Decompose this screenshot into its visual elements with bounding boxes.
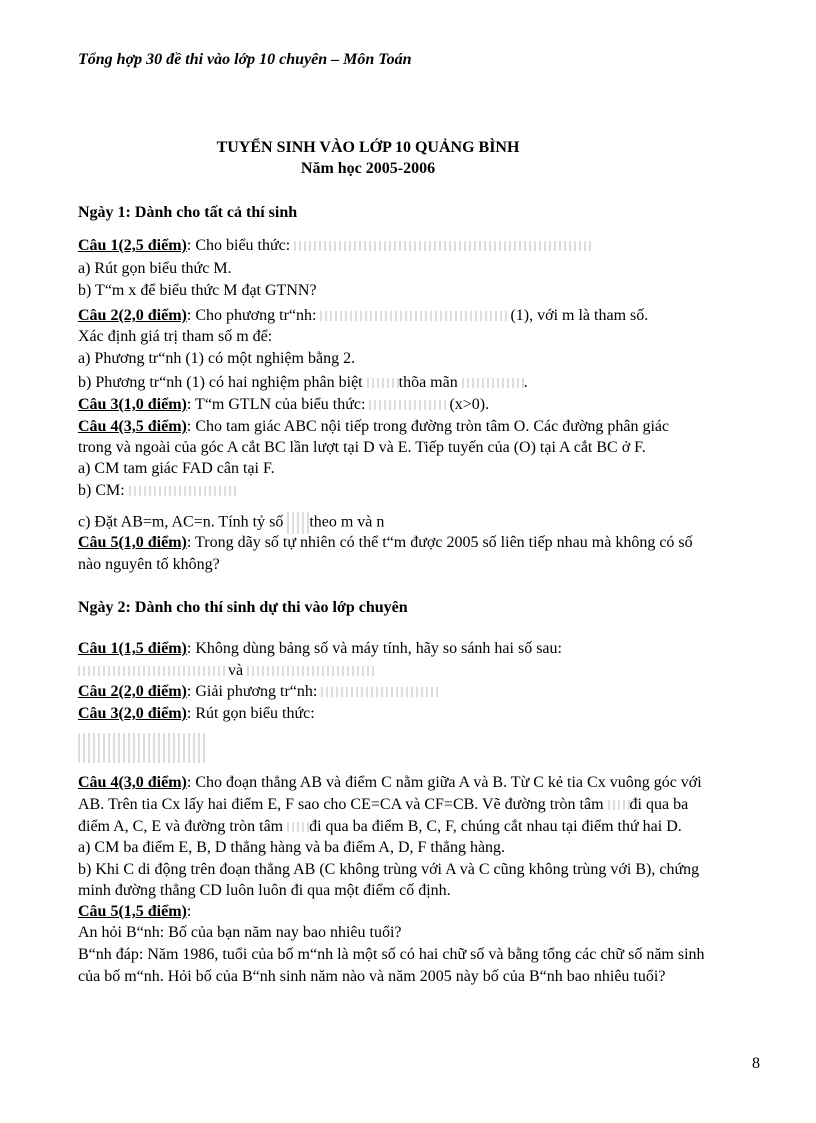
q2-intro: Xác định giá trị tham số m để: (78, 328, 273, 345)
d2q3-line (78, 704, 315, 724)
formula-image (287, 822, 309, 832)
formula-image (78, 666, 228, 676)
d2q2-line (78, 682, 441, 702)
q1-text: : Cho biểu thức: (186, 237, 291, 254)
q4-label: Câu 4(3,5 điểm) (78, 418, 187, 435)
d2q3-formula (78, 733, 208, 763)
q1-line (78, 236, 594, 256)
d2q3-label: Câu 3(2,0 điểm) (78, 705, 187, 722)
q5-text: : Trong dãy số tự nhiên có thể t“m được 2005 số liên tiếp nhau mà không có số (186, 534, 693, 551)
formula-image (247, 666, 377, 676)
formula-image (321, 687, 441, 697)
formula-image (462, 378, 524, 388)
d2q4-l2b: đi qua ba (629, 796, 689, 813)
formula-image (78, 733, 208, 763)
d2q4-l3b: đi qua ba điểm B, C, F, chúng cắt nhau tại điểm thứ hai D. (309, 818, 682, 835)
formula-image (367, 378, 399, 388)
formula-image (287, 512, 309, 534)
page-header: Tổng hợp 30 đề thi vào lớp 10 chuyên – Môn Toán (78, 51, 412, 68)
d2q5-text: : (186, 903, 192, 920)
day2-heading: Ngày 2: Dành cho thí sinh dự thi vào lớp chuyên (78, 599, 408, 616)
formula-image (129, 486, 239, 496)
d2q5-line (78, 902, 191, 922)
q2b-part3: . (523, 374, 528, 391)
q4c (78, 512, 384, 534)
page-number: 8 (752, 1055, 760, 1072)
d2q1-text: : Không dùng bảng số và máy tính, hãy so sánh hai số sau: (186, 640, 562, 657)
q2-after: (1), với m là tham số. (510, 307, 649, 324)
d2q1-label: Câu 1(1,5 điểm) (78, 640, 187, 657)
formula-image (369, 400, 449, 410)
d2q4-label: Câu 4(3,0 điểm) (78, 774, 187, 791)
d2q3-text: : Rút gọn biểu thức: (186, 705, 315, 722)
q2-text: : Cho phương tr“nh: (186, 307, 317, 324)
q4-text: : Cho tam giác ABC nội tiếp trong đường tròn tâm O. Các đường phân giác (186, 418, 670, 435)
q5-line (78, 533, 693, 553)
d2q1-va: và (228, 662, 244, 679)
q2b-part1: b) Phương tr“nh (1) có hai nghiệm phân biệt (78, 374, 363, 391)
q1a: a) Rút gọn biểu thức M. (78, 260, 232, 277)
d2q4-l2: AB. Trên tia Cx lấy hai điểm E, F sao cho CE=CA và CF=CB. Vẽ đường tròn tâm (78, 796, 604, 813)
q3-after: (x>0). (449, 396, 490, 413)
d2q1-formulas (78, 661, 377, 681)
q4-line (78, 417, 669, 437)
exam-title: TUYỂN SINH VÀO LỚP 10 QUẢNG BÌNH (216, 139, 520, 156)
q4c-part2: theo m và n (309, 513, 385, 531)
formula-image (294, 241, 594, 251)
d2q4-l3a: điểm A, C, E và đường tròn tâm (78, 818, 284, 835)
d2q4b-1: b) Khi C di động trên đoạn thẳng AB (C không trùng với A và C cũng không trùng với B), chứng (78, 861, 700, 878)
q1-label: Câu 1(2,5 điểm) (78, 237, 187, 254)
day1-heading: Ngày 1: Dành cho tất cả thí sinh (78, 204, 298, 221)
formula-image (608, 800, 630, 810)
d2q4b-2: minh đường thẳng CD luôn luôn đi qua một điểm cố định. (78, 882, 451, 899)
d2q5-l1: An hỏi B“nh: Bố của bạn năm nay bao nhiêu tuổi? (78, 924, 402, 941)
q4b (78, 481, 239, 501)
d2q4-line (78, 773, 702, 793)
q4-line2: trong và ngoài của góc A cắt BC lần lượt tại D và E. Tiếp tuyến của (O) tại A cắt BC ở F. (78, 439, 646, 456)
q1b: b) T“m x để biểu thức M đạt GTNN? (78, 282, 317, 299)
d2q5-l3: của bố m“nh. Hỏi bố của B“nh sinh năm nào và năm 2005 này bố của B“nh bao nhiêu tuổi? (78, 968, 666, 985)
q2-line (78, 306, 648, 326)
exam-year: Năm học 2005-2006 (300, 160, 436, 177)
q5-label: Câu 5(1,0 điểm) (78, 534, 187, 551)
d2q2-text: : Giải phương tr“nh: (186, 683, 318, 700)
q4a: a) CM tam giác FAD cân tại F. (78, 460, 275, 477)
d2q4-line2 (78, 795, 688, 815)
d2q4-line3 (78, 817, 682, 837)
q3-line (78, 395, 489, 415)
q4b-text: b) CM: (78, 482, 125, 499)
q2b-part2: thõa mãn (398, 374, 458, 391)
q3-label: Câu 3(1,0 điểm) (78, 396, 187, 413)
formula-image (320, 311, 510, 321)
q2b (78, 373, 528, 393)
d2q5-label: Câu 5(1,5 điểm) (78, 903, 187, 920)
q2a: a) Phương tr“nh (1) có một nghiệm bằng 2. (78, 350, 356, 367)
d2q2-label: Câu 2(2,0 điểm) (78, 683, 187, 700)
q4c-part1: c) Đặt AB=m, AC=n. Tính tỷ số (78, 513, 284, 531)
d2q4-text: : Cho đoạn thẳng AB và điểm C nằm giữa A và B. Từ C kẻ tia Cx vuông góc với (186, 774, 702, 791)
d2q1-line (78, 639, 562, 659)
d2q5-l2: B“nh đáp: Năm 1986, tuổi của bố m“nh là một số có hai chữ số và bằng tổng các chữ số năm sinh (78, 946, 705, 963)
q3-text: : T“m GTLN của biểu thức: (186, 396, 366, 413)
d2q4a: a) CM ba điểm E, B, D thẳng hàng và ba điểm A, D, F thẳng hàng. (78, 839, 506, 856)
q5-line2: nào nguyên tố không? (78, 556, 220, 573)
q2-label: Câu 2(2,0 điểm) (78, 307, 187, 324)
